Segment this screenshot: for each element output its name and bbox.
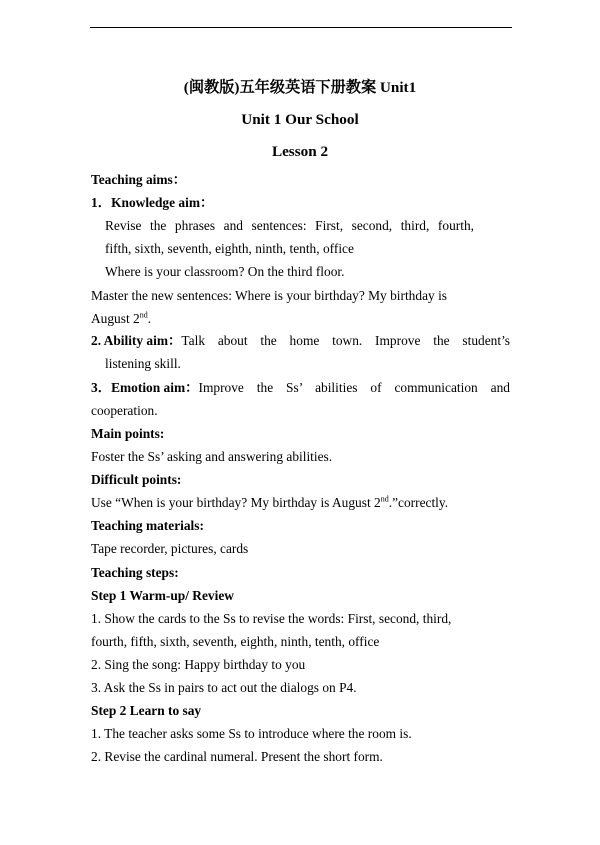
document-title: (闽教版)五年级英语下册教案 Unit1 xyxy=(183,79,417,96)
knowledge-aim-line-2: fifth, sixth, seventh, eighth, ninth, tenth, office xyxy=(105,241,354,256)
header-rule xyxy=(90,27,512,28)
step-1-item-2: 2. Sing the song: Happy birthday to you xyxy=(91,657,306,672)
ability-aim xyxy=(91,332,510,350)
master-line-2-end: . xyxy=(147,311,152,326)
difficult-end: .”correctly. xyxy=(388,495,449,510)
step-1-heading: Step 1 Warm-up/ Review xyxy=(91,588,234,603)
aims-heading: Teaching aims： xyxy=(91,172,187,187)
knowledge-aim-line-3: Where is your classroom? On the third floor. xyxy=(105,264,345,279)
emotion-aim-line-2: cooperation. xyxy=(91,403,158,418)
emotion-aim-label: 3．Emotion aim： xyxy=(91,380,199,395)
knowledge-aim-line-1: Revise the phrases and sentences: First, second, third, fourth, xyxy=(105,218,474,233)
step-2-item-1: 1. The teacher asks some Ss to introduce where the room is. xyxy=(91,726,412,741)
ability-aim-label: 2. Ability aim： xyxy=(91,333,182,348)
main-points-text: Foster the Ss’ asking and answering abilities. xyxy=(91,449,333,464)
materials-heading: Teaching materials: xyxy=(91,518,204,533)
master-line-2 xyxy=(91,310,151,328)
difficult-text: Use “When is your birthday? My birthday is August 2 xyxy=(91,495,381,510)
master-line-2-text: August 2 xyxy=(91,311,140,326)
master-line-2-sup: nd xyxy=(139,310,148,320)
knowledge-aim-label: 1．Knowledge aim： xyxy=(91,195,214,210)
step-1-item-1-line-1: 1. Show the cards to the Ss to revise the words: First, second, third, xyxy=(91,611,452,626)
step-1-item-3: 3. Ask the Ss in pairs to act out the dialogs on P4. xyxy=(91,680,357,695)
master-line-1: Master the new sentences: Where is your birthday? My birthday is xyxy=(91,288,447,303)
step-2-item-2: 2. Revise the cardinal numeral. Present the short form. xyxy=(91,749,383,764)
ability-aim-text: Talk about the home town. Improve the student’s xyxy=(181,333,510,348)
step-1-item-1-line-2: fourth, fifth, sixth, seventh, eighth, ninth, tenth, office xyxy=(91,634,380,649)
step-2-heading: Step 2 Learn to say xyxy=(91,703,202,718)
emotion-aim-text: Improve the Ss’ abilities of communication and xyxy=(198,380,510,395)
emotion-aim xyxy=(91,379,510,397)
main-points-heading: Main points: xyxy=(91,426,165,441)
difficult-points-heading: Difficult points: xyxy=(91,472,182,487)
ability-aim-line-2: listening skill. xyxy=(105,356,181,371)
difficult-sup: nd xyxy=(380,494,389,504)
difficult-points-text xyxy=(91,494,448,512)
lesson-title: Lesson 2 xyxy=(271,143,329,160)
unit-title: Unit 1 Our School xyxy=(241,111,359,128)
materials-text: Tape recorder, pictures, cards xyxy=(91,541,249,556)
steps-heading: Teaching steps: xyxy=(91,565,179,580)
